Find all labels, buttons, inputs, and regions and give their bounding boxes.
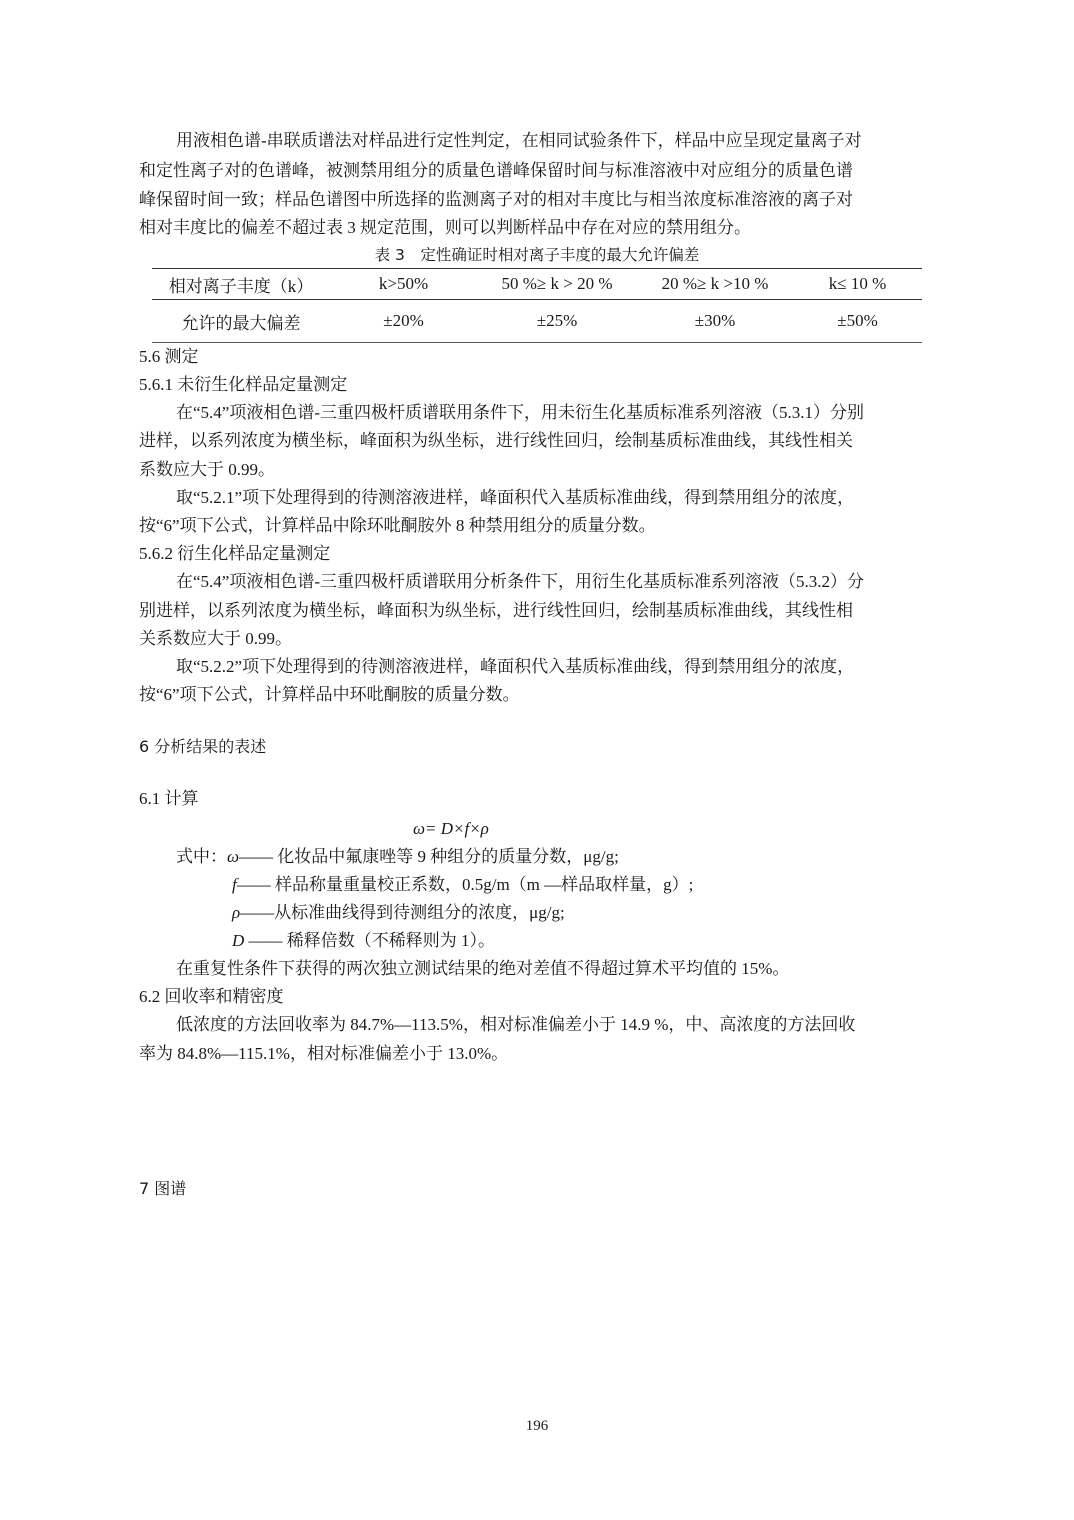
table-cell: 允许的最大偏差 [152, 300, 330, 343]
section-6-heading: 6 分析结果的表述 [139, 737, 267, 756]
where-line-f [232, 871, 693, 899]
s62-line-2: 率为 84.8%—115.1%，相对标准偏差小于 13.0%。 [139, 1044, 509, 1063]
section-5-6-1-heading: 5.6.1 未衍生化样品定量测定 [139, 375, 348, 394]
where-line-rho [232, 899, 565, 927]
intro-line-3: 峰保留时间一致；样品色谱图中所选择的监测离子对的相对丰度比与相当浓度标准溶液的离子对 [139, 190, 853, 209]
section-7-heading: 7 图谱 [139, 1179, 187, 1198]
s561-p1-line-2: 进样，以系列浓度为横坐标，峰面积为纵坐标，进行线性回归，绘制基质标准曲线，其线性相关 [139, 431, 853, 450]
s562-p1-line-3: 关系数应大于 0.99。 [139, 629, 292, 648]
section-6-2-heading: 6.2 回收率和精密度 [139, 987, 284, 1006]
intro-line-2: 和定性离子对的色谱峰，被测禁用组分的质量色谱峰保留时间与标准溶液中对应组分的质量色谱 [139, 161, 853, 180]
table-header-cell: 50 %≥ k > 20 % [477, 269, 637, 300]
page-number: 196 [525, 1418, 549, 1434]
formula: ω= D×f×ρ [413, 819, 489, 838]
var-symbol: D [232, 931, 245, 950]
repeatability-note: 在重复性条件下获得的两次独立测试结果的绝对差值不得超过算术平均值的 15%。 [176, 959, 790, 978]
section-5-6-heading: 5.6 测定 [139, 347, 199, 366]
s562-p2-line-1: 取“5.2.2”项下处理得到的待测溶液进样，峰面积代入基质标准曲线，得到禁用组分的浓度， [176, 657, 855, 676]
s561-p1-line-3: 系数应大于 0.99。 [139, 460, 275, 479]
section-6-1-heading: 6.1 计算 [139, 789, 199, 808]
var-symbol: ω [227, 847, 240, 866]
s561-p2-line-1: 取“5.2.1”项下处理得到的待测溶液进样，峰面积代入基质标准曲线，得到禁用组分的浓度， [176, 488, 855, 507]
var-symbol: f [232, 875, 237, 894]
var-symbol: ρ [232, 903, 241, 922]
where-line-omega [176, 843, 619, 871]
intro-line-4: 相对丰度比的偏差不超过表 3 规定范围，则可以判断样品中存在对应的禁用组分。 [139, 218, 751, 237]
var-description: —— 化妆品中氟康唑等 9 种组分的质量分数，μg/g; [239, 847, 619, 866]
s562-p1-line-1: 在“5.4”项液相色谱-三重四极杆质谱联用分析条件下，用衍生化基质标准系列溶液（5.3.2）分 [176, 572, 865, 591]
table-cell: ±25% [477, 300, 637, 343]
var-description: —— 样品称量重量校正系数，0.5g/m（m —样品取样量，g）; [236, 875, 694, 894]
table-row [152, 300, 922, 343]
intro-line-1: 用液相色谱-串联质谱法对样品进行定性判定，在相同试验条件下，样品中应呈现定量离子对 [176, 131, 862, 150]
s62-line-1: 低浓度的方法回收率为 84.7%—113.5%，相对标准偏差小于 14.9 %，中、高浓度的方法回收 [176, 1015, 856, 1034]
table-cell: ±50% [793, 300, 922, 343]
table-cell: ±30% [637, 300, 793, 343]
where-label: 式中： [176, 847, 227, 866]
s561-p2-line-2: 按“6”项下公式，计算样品中除环吡酮胺外 8 种禁用组分的质量分数。 [139, 516, 656, 535]
table-header-cell: k≤ 10 % [793, 269, 922, 300]
table-header-cell: 20 %≥ k >10 % [637, 269, 793, 300]
table-3 [152, 268, 922, 343]
s561-p1-line-1: 在“5.4”项液相色谱-三重四极杆质谱联用条件下，用未衍生化基质标准系列溶液（5.3.1）分别 [176, 403, 865, 422]
table-header-cell: 相对离子丰度（k） [152, 269, 330, 300]
section-5-6-2-heading: 5.6.2 衍生化样品定量测定 [139, 544, 331, 563]
where-line-d [232, 927, 495, 955]
table-header-row [152, 269, 922, 300]
var-description: —— 稀释倍数（不稀释则为 1）。 [244, 931, 496, 950]
s562-p2-line-2: 按“6”项下公式，计算样品中环吡酮胺的质量分数。 [139, 685, 520, 704]
table-header-cell: k>50% [330, 269, 477, 300]
s562-p1-line-2: 别进样，以系列浓度为横坐标，峰面积为纵坐标，进行线性回归，绘制基质标准曲线，其线性相 [139, 601, 853, 620]
table-cell: ±20% [330, 300, 477, 343]
table-3-caption: 表 3 定性确证时相对离子丰度的最大允许偏差 [374, 246, 700, 264]
var-description: ——从标准曲线得到待测组分的浓度，μg/g; [240, 903, 565, 922]
